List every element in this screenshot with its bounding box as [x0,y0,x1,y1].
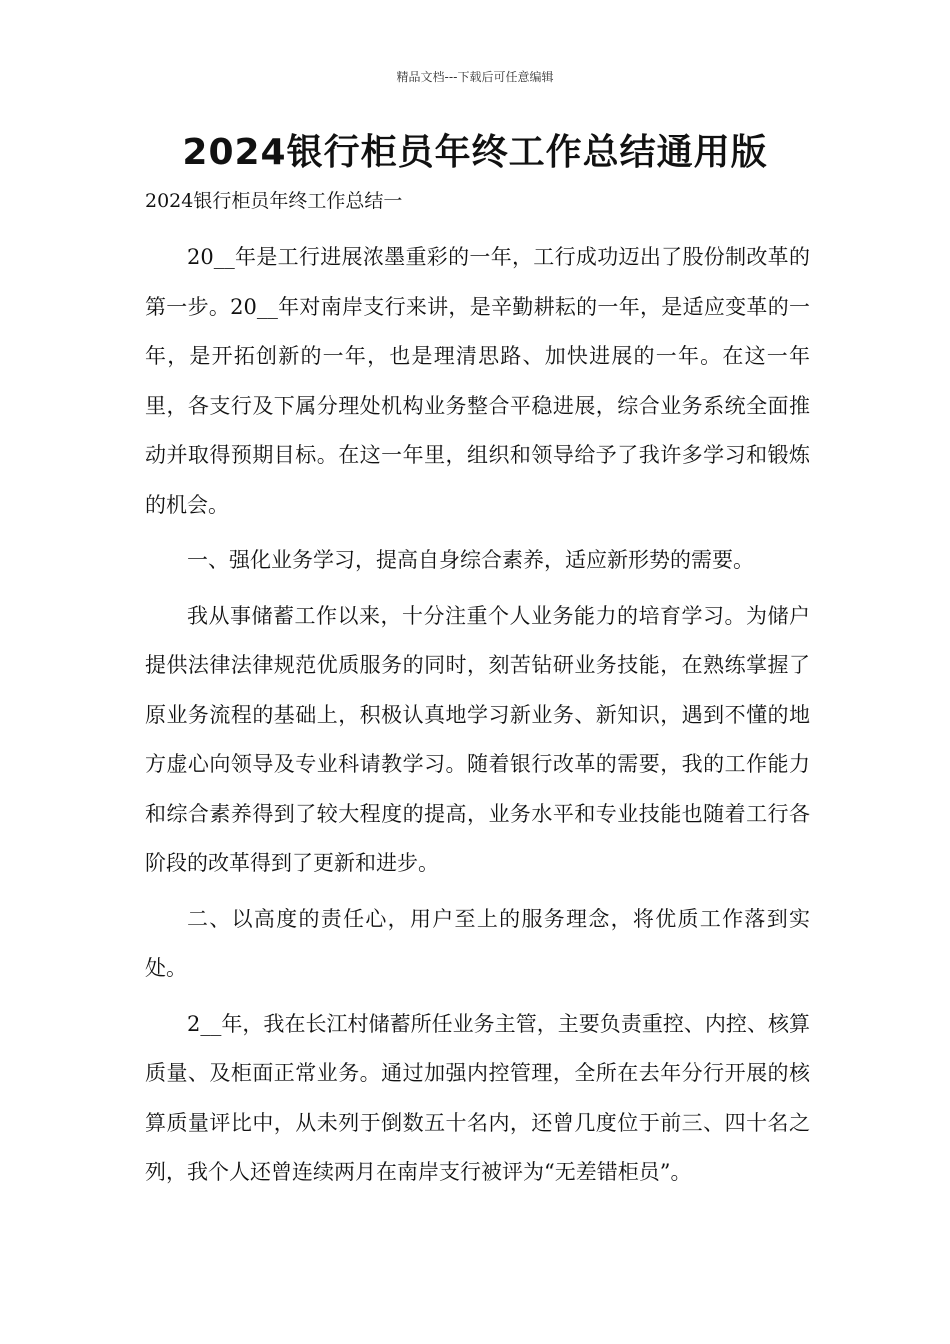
section-heading-2: 二、以高度的责任心，用户至上的服务理念，将优质工作落到实处。 [145,906,810,980]
header-note: 精品文档---下载后可任意编辑 [396,70,554,84]
paragraph-study: 我从事储蓄工作以来，十分注重个人业务能力的培育学习。为储户提供法律法律规范优质服务的同时，刻苦钻研业务技能，在熟练掌握了原业务流程的基础上，积极认真地学习新业务、新知识，遇到不懂的地方虚心向领导及专业科请教学习。随着银行改革的需要，我的工作能力和综合素养得到了较大程度的提高，业务水平和专业技能也随着工行各阶段的改革得到了更新和进步。 [145,603,810,875]
paragraph-service: 2__年，我在长江村储蓄所任业务主管，主要负责重控、内控、核算质量、及柜面正常业务。通过加强内控管理，全所在去年分行开展的核算质量评比中，从未列于倒数五十名内，还曾几度位于前三、四十名之列，我个人还曾连续两月在南岸支行被评为“无差错柜员”。 [145,1011,810,1184]
document-body [145,233,810,1198]
section-heading-1: 一、强化业务学习，提高自身综合素养，适应新形势的需要。 [187,548,754,572]
paragraph-intro: 20__年是工行进展浓墨重彩的一年，工行成功迈出了股份制改革的第一步。20__年对南岸支行来讲，是辛勤耕耘的一年，是适应变革的一年，是开拓创新的一年，也是理清思路、加快进展的一年。在这一年里，各支行及下属分理处机构业务整合平稳进展，综合业务系统全面推动并取得预期目标。在这一年里，组织和领导给予了我许多学习和锻炼的机会。 [145,245,810,517]
document-subtitle: 2024银行柜员年终工作总结一 [145,190,403,212]
document-title: 2024银行柜员年终工作总结通用版 [182,132,768,173]
